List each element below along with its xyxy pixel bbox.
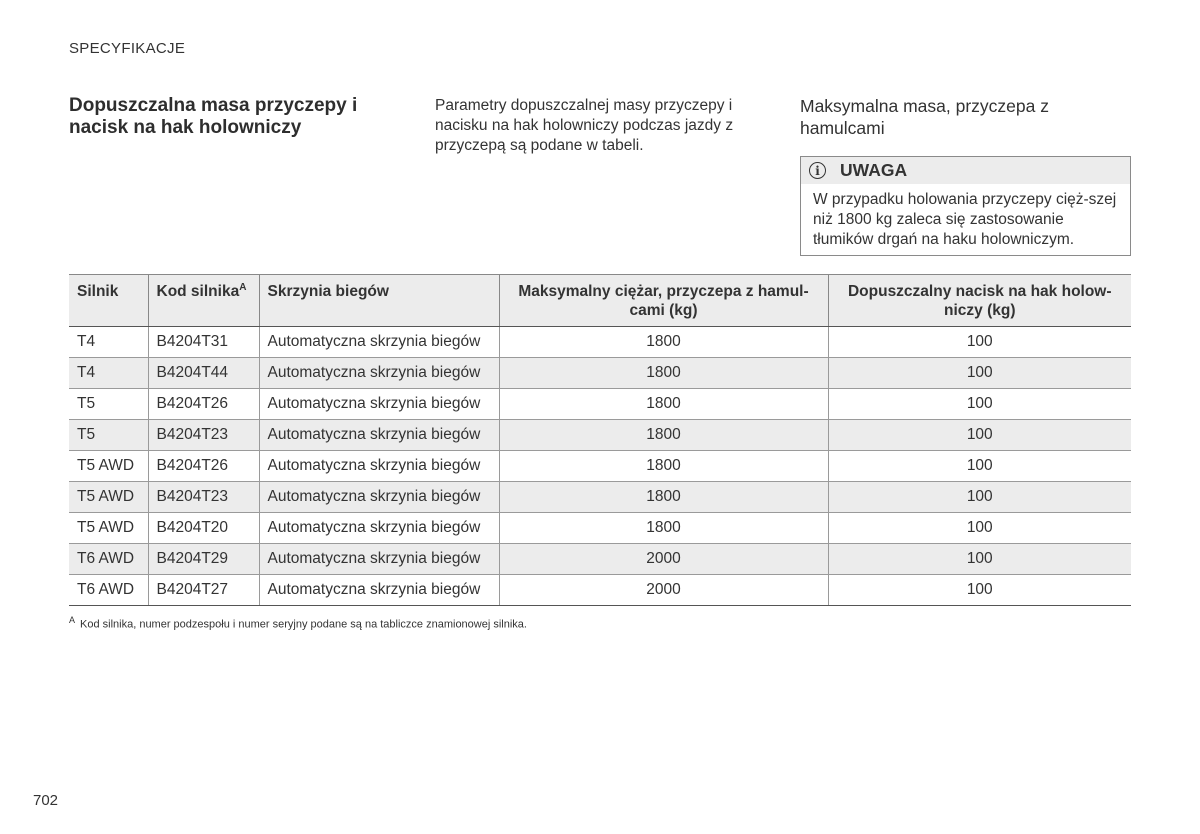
col-header-hitch-load: Dopuszczalny nacisk na hak holow-niczy (kg) <box>828 275 1131 327</box>
info-icon: i <box>809 162 826 179</box>
table-row <box>69 482 1131 513</box>
cell-hitch-load: 100 <box>828 358 1131 389</box>
cell-max-weight: 1800 <box>499 513 828 544</box>
cell-max-weight: 1800 <box>499 420 828 451</box>
cell-max-weight: 1800 <box>499 327 828 358</box>
cell-gearbox: Automatyczna skrzynia biegów <box>259 420 499 451</box>
cell-hitch-load: 100 <box>828 420 1131 451</box>
section-heading: Dopuszczalna masa przyczepy i nacisk na hak holowniczy <box>69 95 358 138</box>
page-number: 702 <box>33 792 59 809</box>
footnote <box>69 615 527 631</box>
cell-engine: T6 AWD <box>69 575 148 606</box>
cell-engine: T4 <box>69 327 148 358</box>
table-row <box>69 389 1131 420</box>
cell-hitch-load: 100 <box>828 513 1131 544</box>
notice-title: UWAGA <box>840 160 908 180</box>
cell-gearbox: Automatyczna skrzynia biegów <box>259 358 499 389</box>
cell-engine: T5 <box>69 389 148 420</box>
cell-max-weight: 1800 <box>499 358 828 389</box>
col-header-engine: Silnik <box>69 275 148 327</box>
cell-hitch-load: 100 <box>828 575 1131 606</box>
cell-engine-code: B4204T26 <box>148 451 259 482</box>
cell-gearbox: Automatyczna skrzynia biegów <box>259 513 499 544</box>
cell-engine-code: B4204T27 <box>148 575 259 606</box>
table-row <box>69 327 1131 358</box>
footnote-marker: A <box>69 615 76 625</box>
cell-engine-code: B4204T26 <box>148 389 259 420</box>
table-row <box>69 451 1131 482</box>
cell-engine: T6 AWD <box>69 544 148 575</box>
col-header-max-weight: Maksymalny ciężar, przyczepa z hamul-cami (kg) <box>499 275 828 327</box>
intro-paragraph: Parametry dopuszczalnej masy przyczepy i nacisku na hak holowniczy podczas jazdy z przyczepą są podane w tabeli. <box>435 97 734 154</box>
table-header-row <box>69 275 1131 327</box>
towing-table <box>69 274 1131 606</box>
cell-engine-code: B4204T44 <box>148 358 259 389</box>
table-row <box>69 513 1131 544</box>
cell-engine-code: B4204T23 <box>148 420 259 451</box>
cell-gearbox: Automatyczna skrzynia biegów <box>259 389 499 420</box>
table-row <box>69 420 1131 451</box>
cell-engine-code: B4204T29 <box>148 544 259 575</box>
cell-max-weight: 1800 <box>499 389 828 420</box>
table-row <box>69 358 1131 389</box>
section-label: SPECYFIKACJE <box>69 40 186 57</box>
cell-hitch-load: 100 <box>828 389 1131 420</box>
cell-engine: T5 AWD <box>69 451 148 482</box>
cell-max-weight: 2000 <box>499 544 828 575</box>
footnote-marker: A <box>239 281 247 293</box>
col-header-engine-code: Kod silnika$^A$ <box>148 275 259 327</box>
footnote-text: Kod silnika, numer podzespołu i numer seryjny podane są na tabliczce znamionowej silnika. <box>80 618 527 631</box>
cell-engine: T5 AWD <box>69 513 148 544</box>
cell-max-weight: 1800 <box>499 451 828 482</box>
cell-engine-code: B4204T20 <box>148 513 259 544</box>
cell-gearbox: Automatyczna skrzynia biegów <box>259 327 499 358</box>
cell-gearbox: Automatyczna skrzynia biegów <box>259 482 499 513</box>
subsection-heading: Maksymalna masa, przyczepa z hamulcami <box>800 96 1049 138</box>
cell-engine: T4 <box>69 358 148 389</box>
notice-box <box>800 156 1131 256</box>
cell-hitch-load: 100 <box>828 327 1131 358</box>
cell-hitch-load: 100 <box>828 482 1131 513</box>
cell-gearbox: Automatyczna skrzynia biegów <box>259 544 499 575</box>
notice-body: W przypadku holowania przyczepy cięż-szej niż 1800 kg zaleca się zastosowanie tłumików drgań na haku holowniczym. <box>813 191 1117 248</box>
table-row <box>69 575 1131 606</box>
notice-header <box>801 157 1130 184</box>
cell-gearbox: Automatyczna skrzynia biegów <box>259 451 499 482</box>
cell-hitch-load: 100 <box>828 451 1131 482</box>
cell-hitch-load: 100 <box>828 544 1131 575</box>
cell-gearbox: Automatyczna skrzynia biegów <box>259 575 499 606</box>
col-header-gearbox: Skrzynia biegów <box>259 275 499 327</box>
cell-engine: T5 <box>69 420 148 451</box>
cell-engine-code: B4204T31 <box>148 327 259 358</box>
cell-engine: T5 AWD <box>69 482 148 513</box>
cell-max-weight: 2000 <box>499 575 828 606</box>
cell-max-weight: 1800 <box>499 482 828 513</box>
cell-engine-code: B4204T23 <box>148 482 259 513</box>
table-row <box>69 544 1131 575</box>
